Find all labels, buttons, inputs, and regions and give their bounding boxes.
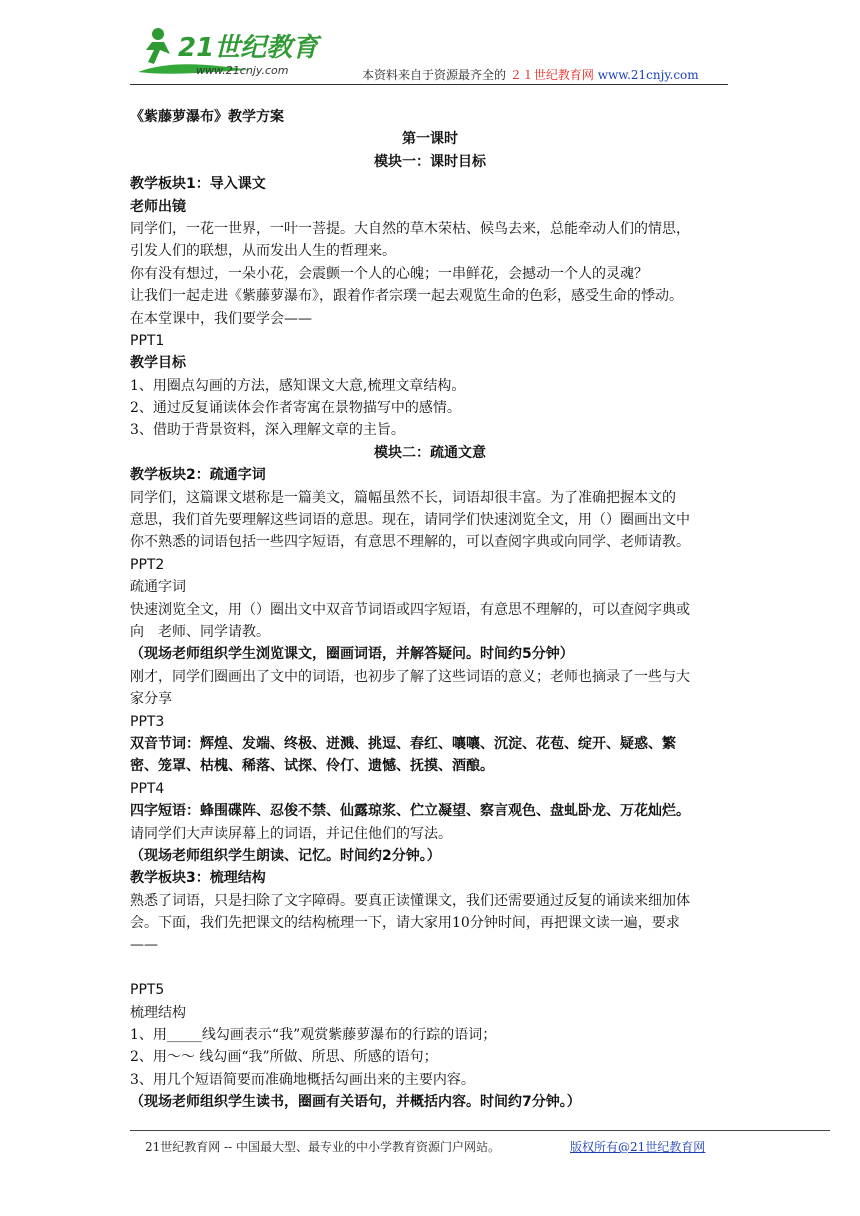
logo-figure-head — [152, 28, 164, 40]
logo-figure-body — [146, 42, 170, 64]
text-line: 3、用几个短语简要而准确地概括勾画出来的主要内容。 — [130, 1071, 475, 1088]
text-line: 四字短语：蜂围碟阵、忍俊不禁、仙露琼浆、伫立凝望、察言观色、盘虬卧龙、万花灿烂。 — [130, 803, 690, 820]
text-line: 老师出镜 — [130, 198, 186, 215]
text-line: 密、笼罩、枯槐、稀落、试探、伶仃、遗憾、抚摸、酒酿。 — [130, 758, 494, 775]
text-line: 快速浏览全文，用（）圈出文中双音节词语或四字短语，有意思不理解的，可以查阅字典或 — [130, 601, 690, 618]
text-line: 刚才，同学们圈画出了文中的词语，也初步了解了这些词语的意义；老师也摘录了一些与大 — [130, 668, 690, 685]
header-note-url[interactable]: www.21cnjy.com — [597, 68, 699, 82]
text-line: 模块一：课时目标 — [374, 153, 486, 170]
footer-divider — [130, 1130, 830, 1131]
text-line: 请同学们大声读屏幕上的词语，并记住他们的写法。 — [130, 825, 452, 842]
text-line: 引发人们的联想，从而发出人生的哲理来。 — [130, 243, 396, 260]
text-line: 3、借助于背景资料，深入理解文章的主旨。 — [130, 422, 405, 439]
text-line: 家分享 — [130, 691, 172, 708]
text-line — [130, 957, 730, 979]
text-line: 教学目标 — [130, 355, 186, 372]
text-line: 1、用_____线勾画表示“我”观赏紫藤萝瀑布的行踪的语词； — [130, 1027, 497, 1044]
text-line: 教学板块1：导入课文 — [130, 176, 266, 193]
text-line: 教学板块2：疏通字词 — [130, 467, 266, 484]
footer-text: 21世纪教育网 -- 中国最大型、最专业的中小学教育资源门户网站。 — [145, 1140, 501, 1154]
document-body — [130, 106, 730, 1114]
text-line: PPT5 — [130, 982, 165, 999]
footer-copyright-link[interactable]: 版权所有@21世纪教育网 — [570, 1140, 706, 1154]
text-line: 双音节词：辉煌、发端、终极、迸溅、挑逗、春红、嚷嚷、沉淀、花苞、绽开、疑惑、繁 — [130, 735, 676, 752]
header-divider — [130, 84, 728, 85]
text-line: PPT3 — [130, 713, 165, 730]
text-line: —— — [130, 937, 158, 954]
text-line: PPT4 — [130, 780, 165, 797]
text-line: （现场老师组织学生朗读、记忆。时间约2分钟。） — [130, 847, 441, 864]
text-line: 同学们，这篇课文堪称是一篇美文，篇幅虽然不长，词语却很丰富。为了准确把握本文的 — [130, 489, 676, 506]
text-line: 意思，我们首先要理解这些词语的意思。现在，请同学们快速浏览全文，用（）圈画出文中 — [130, 512, 690, 529]
text-line: PPT1 — [130, 332, 165, 349]
text-line: 你不熟悉的词语包括一些四字短语，有意思不理解的，可以查阅字典或向同学、老师请教。 — [130, 534, 690, 551]
text-line: 1、用圈点勾画的方法，感知课文大意,梳理文章结构。 — [130, 377, 466, 394]
site-logo — [130, 20, 340, 82]
logo-url: www.21cnjy.com — [196, 64, 289, 77]
text-line: 疏通字词 — [130, 579, 186, 596]
text-line: PPT2 — [130, 556, 165, 573]
logo-text: 21世纪教育 — [178, 33, 319, 63]
text-line: 向 老师、同学请教。 — [130, 623, 270, 640]
text-line: 2、用～～ 线勾画“我”所做、所思、所感的语句； — [130, 1049, 438, 1066]
text-line: 熟悉了词语，只是扫除了文字障碍。要真正读懂课文，我们还需要通过反复的诵读来细加体 — [130, 892, 690, 909]
text-line: 《紫藤萝瀑布》教学方案 — [130, 109, 284, 125]
text-line: （现场老师组织学生读书，圈画有关语句，并概括内容。时间约7分钟。） — [130, 1094, 581, 1111]
text-line: 同学们，一花一世界，一叶一菩提。大自然的草木荣枯、候鸟去来，总能牵动人们的情思， — [130, 220, 690, 237]
text-line: 教学板块3：梳理结构 — [130, 870, 266, 887]
text-line: 会。下面，我们先把课文的结构梳理一下，请大家用10分钟时间，再把课文读一遍，要求 — [130, 915, 680, 932]
text-line: （现场老师组织学生浏览课文，圈画词语，并解答疑问。时间约5分钟） — [130, 646, 574, 663]
header-note-prefix: 本资料来自于资源最齐全的 — [362, 68, 507, 82]
text-line: 模块二：疏通文意 — [374, 444, 486, 461]
text-line: 让我们一起走进《紫藤萝瀑布》，跟着作者宗璞一起去观览生命的色彩，感受生命的悸动。 — [130, 288, 683, 305]
text-line: 在本堂课中，我们要学会—— — [130, 310, 312, 327]
text-line: 第一课时 — [402, 131, 458, 148]
header-note — [362, 66, 699, 83]
text-line: 梳理结构 — [130, 1004, 186, 1021]
header-note-brand: ２１世纪教育网 — [509, 68, 594, 82]
text-line: 2、通过反复诵读体会作者寄寓在景物描写中的感情。 — [130, 400, 461, 417]
text-line: 你有没有想过，一朵小花，会震颤一个人的心魄；一串鲜花，会撼动一个人的灵魂？ — [130, 265, 648, 282]
